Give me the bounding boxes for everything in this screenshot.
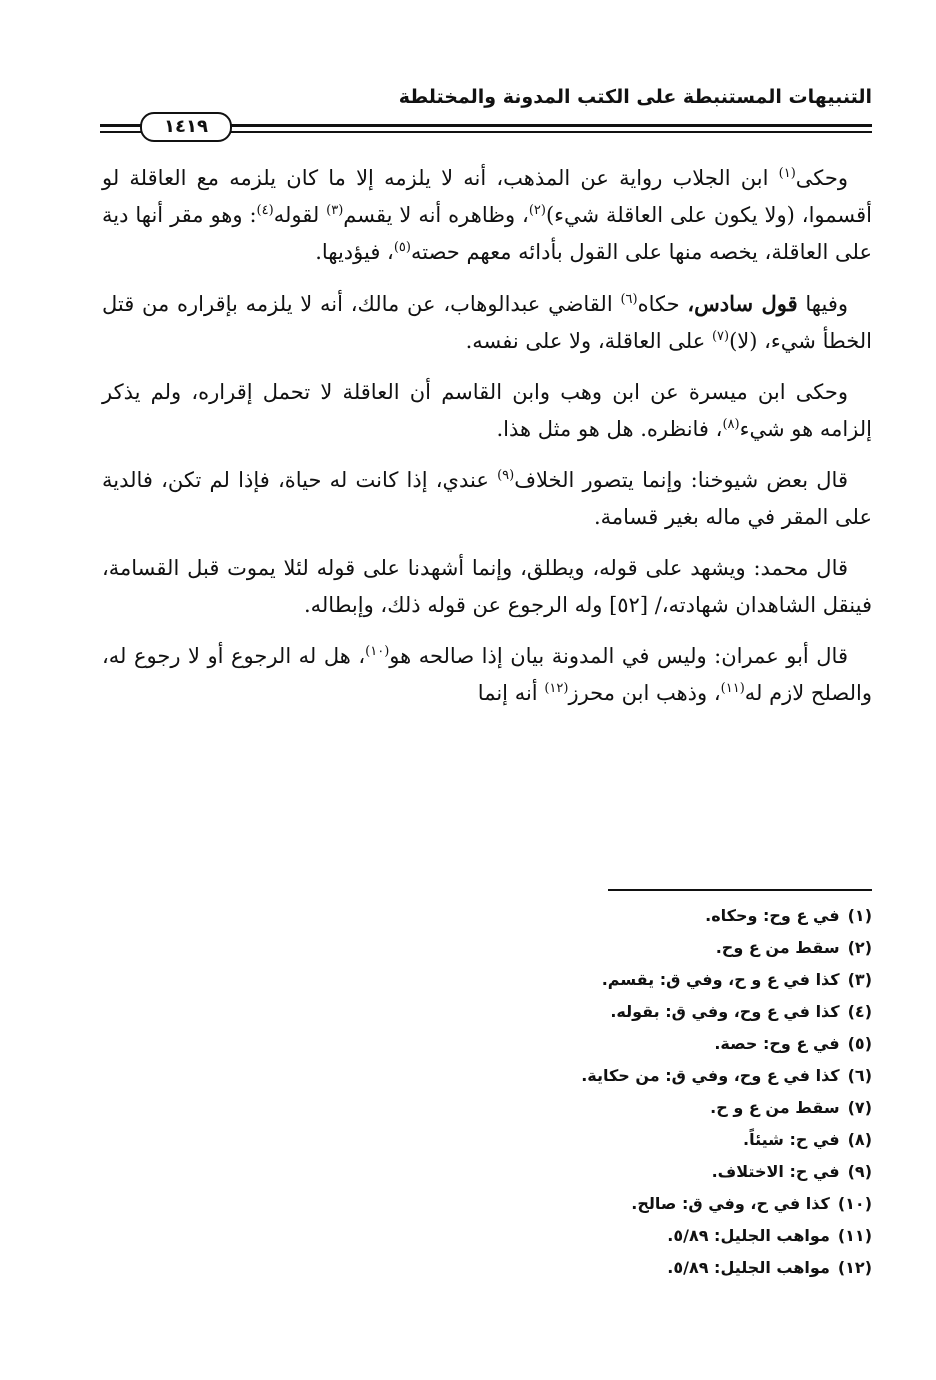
text-run: وحكى	[795, 166, 848, 190]
footnote-number: (٧)	[847, 1098, 872, 1117]
text-run: وحكى ابن ميسرة عن ابن وهب وابن القاسم أن العاقلة لا تحمل إقراره، ولم يذكر إلزامه هو شيء	[102, 380, 872, 441]
text-run: ، فيؤديها.	[315, 240, 394, 264]
footnote-text: مواهب الجليل: ٥/٨٩.	[667, 1258, 830, 1277]
footnote-text: كذا في ع وح، وفي ق: من حكاية.	[581, 1066, 840, 1085]
text-run: ابن الجلاب رواية عن المذهب، أنه لا يلزمه إلا ما كان يلزمه مع العاقلة لو أقسموا، (ولا يكون على العاقلة شيء)	[102, 166, 873, 227]
text-run: ، هل له الرجوع أو لا رجوع له، والصلح لازم له	[102, 644, 872, 705]
page-number: ١٤١٩	[140, 112, 232, 142]
footnote	[132, 996, 872, 1028]
footnote-number: (١)	[847, 906, 872, 925]
footnote-number: (١٠)	[837, 1194, 872, 1213]
text-run: : وهو مقر أنها دية على العاقلة، يخصه منها على القول بأدائه معهم حصته	[102, 203, 872, 264]
footnote-marker: (٩)	[497, 468, 515, 483]
text-run: على العاقلة، ولا على نفسه.	[465, 329, 712, 353]
paragraph	[102, 462, 872, 536]
footnote-marker: (١٢)	[544, 681, 569, 696]
footnote-separator	[608, 889, 872, 891]
paragraph	[102, 638, 872, 712]
footnote-text: في ح: شيئاً.	[742, 1130, 840, 1149]
footnote	[132, 1124, 872, 1156]
running-header: التنبيهات المستنبطة على الكتب المدونة والمختلطة	[398, 86, 872, 108]
text-run: ، فانظره. هل هو مثل هذا.	[496, 417, 723, 441]
footnote-marker: (١١)	[720, 681, 745, 696]
footnote-text: في ع وح: حصة.	[714, 1034, 840, 1053]
footnote-number: (٦)	[847, 1066, 872, 1085]
footnote	[132, 964, 872, 996]
footnote-marker: (٧)	[711, 329, 730, 344]
body-text	[102, 160, 872, 726]
footnote-text: كذا في ح، وفي ق: صالح.	[631, 1194, 830, 1213]
paragraph	[102, 374, 872, 448]
text-run: ، وظاهره أنه لا يقسم	[343, 203, 529, 227]
footnote-text: في ح: الاختلاف.	[711, 1162, 840, 1181]
footnote-text: سقط من ع وح.	[715, 938, 840, 957]
footnote-text: كذا في ع و ح، وفي ق: يقسم.	[601, 970, 840, 989]
footnote-number: (٢)	[847, 938, 872, 957]
footnote-marker: (١)	[778, 166, 796, 181]
footnote	[132, 932, 872, 964]
footnote-text: في ع وح: وحكاه.	[705, 906, 840, 925]
footnote	[132, 1060, 872, 1092]
footnote	[132, 1156, 872, 1188]
footnote-marker: (٢)	[528, 203, 546, 218]
bold-phrase: قول سادس،	[687, 291, 798, 316]
text-run: ، وذهب ابن محرز	[568, 681, 721, 705]
footnote	[132, 1252, 872, 1284]
footnote	[132, 1188, 872, 1220]
text-run: أنه إنما	[477, 681, 545, 705]
footnotes-list	[132, 900, 872, 1284]
footnote-marker: (١٠)	[365, 644, 390, 659]
paragraph	[102, 550, 872, 624]
footnote-number: (٨)	[847, 1130, 872, 1149]
footnote-number: (٣)	[847, 970, 872, 989]
footnote-number: (٤)	[847, 1002, 872, 1021]
footnote	[132, 1092, 872, 1124]
footnote-marker: (٤)	[256, 203, 274, 218]
footnote-number: (١٢)	[837, 1258, 872, 1277]
text-run: عندي، إذا كانت له حياة، فإذا لم تكن، فالدية على المقر في ماله بغير قسامة.	[102, 468, 872, 529]
text-run: لقوله	[273, 203, 327, 227]
text-run: القاضي عبدالوهاب، عن مالك، أنه لا يلزمه بإقراره من قتل الخطأ شيء، (لا)	[102, 292, 872, 353]
footnote-number: (٥)	[847, 1034, 872, 1053]
text-run: وفيها	[797, 292, 848, 316]
footnote	[132, 1028, 872, 1060]
text-run: قال محمد: ويشهد على قوله، ويطلق، وإنما أشهدنا على قوله لئلا يموت قبل القسامة، فينقل الشاهدان شهادته،/ [٥٢] وله الرجوع عن قوله ذلك، وإبطاله.	[102, 556, 872, 617]
footnote-marker: (٨)	[722, 417, 740, 432]
footnote-text: مواهب الجليل: ٥/٨٩.	[667, 1226, 830, 1245]
footnote-marker: (٦)	[620, 292, 638, 307]
text-run: حكاه	[637, 292, 688, 316]
paragraph	[102, 160, 872, 271]
footnote-number: (١١)	[837, 1226, 872, 1245]
text-run: قال بعض شيوخنا: وإنما يتصور الخلاف	[514, 468, 848, 492]
footnote-number: (٩)	[847, 1162, 872, 1181]
footnote-marker: (٣)	[326, 203, 344, 218]
footnote-marker: (٥)	[393, 240, 411, 255]
footnote-text: كذا في ع وح، وفي ق: بقوله.	[610, 1002, 840, 1021]
paragraph	[102, 285, 872, 360]
footnote	[132, 900, 872, 932]
footnote-text: سقط من ع و ح.	[710, 1098, 840, 1117]
text-run: قال أبو عمران: وليس في المدونة بيان إذا صالحه هو	[389, 644, 848, 668]
footnote	[132, 1220, 872, 1252]
